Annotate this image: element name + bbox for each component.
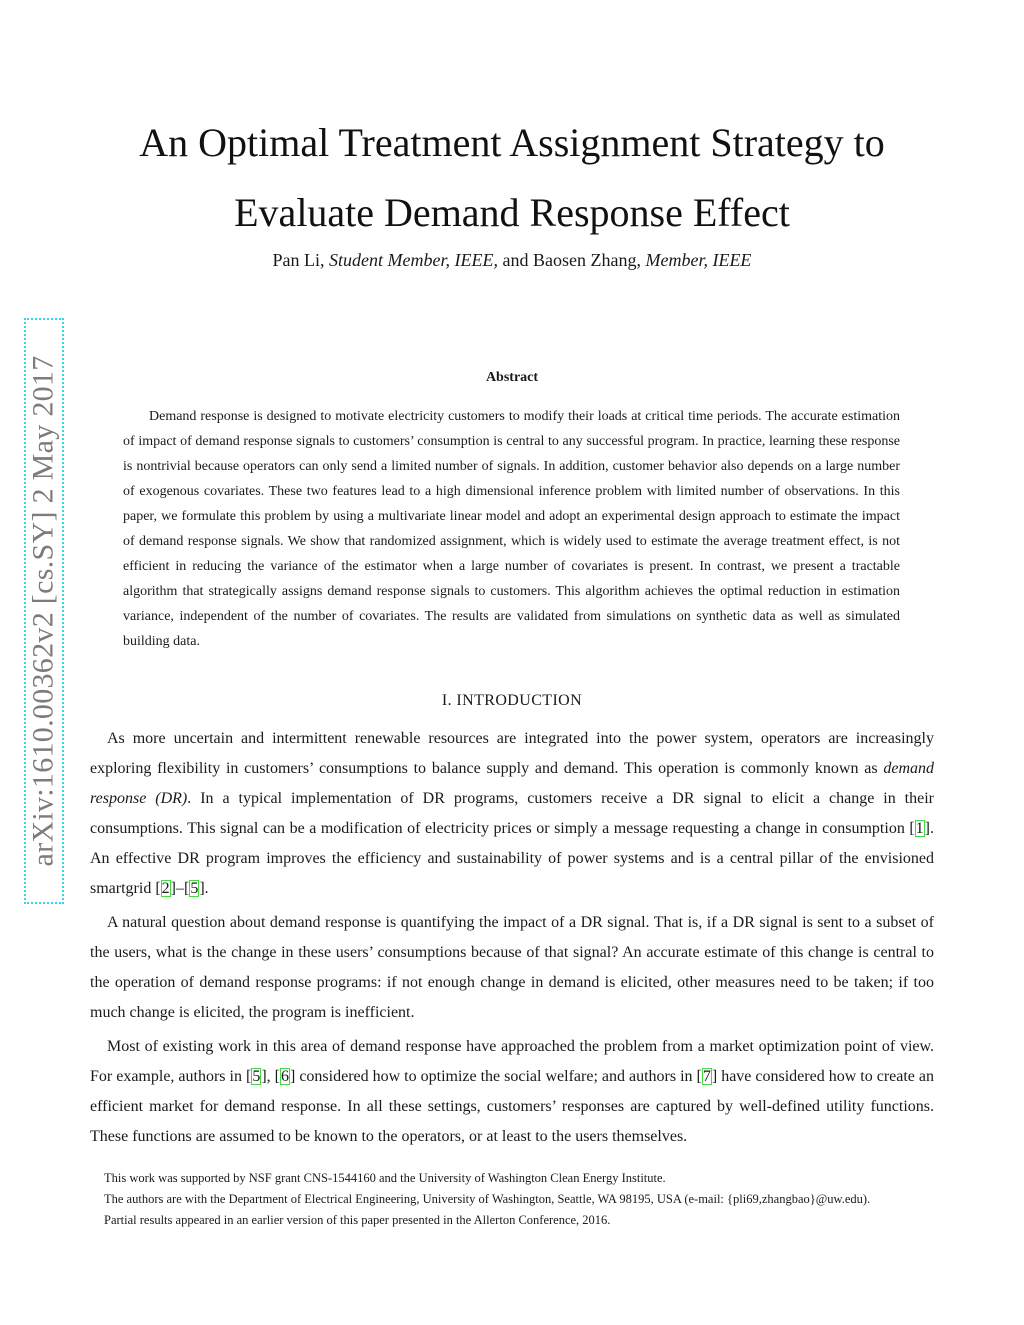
arxiv-identifier: arXiv:1610.00362v2 [cs.SY] 2 May 2017 (27, 355, 60, 867)
citation-link[interactable]: 5 (190, 880, 199, 897)
footnote-affiliation: The authors are with the Department of Electrical Engineering, University of Washington, Seattle, WA 98195, USA (e-mail: {pli69,zhangbao}@uw.edu). (104, 1192, 871, 1206)
text-run: ]. (199, 880, 209, 897)
text-run: ]. An effective DR program improves the efficiency and sustainability of power systems and is a central pillar of the envisioned smartgrid [ (90, 820, 934, 897)
author-1-role: Student Member, IEEE, (329, 250, 498, 270)
text-run: ], [ (261, 1068, 280, 1085)
text-run: ]–[ (170, 880, 190, 897)
footnote-funding: This work was supported by NSF grant CNS-1544160 and the University of Washington Clean Energy Institute. (104, 1171, 666, 1185)
intro-paragraph-2: A natural question about demand response is quantifying the impact of a DR signal. That is, if a DR signal is sent to a subset of the users, what is the change in these users’ consumptions because of that signal? An accurate estimate of this change is central to the operation of demand response programs: if not enough change in demand is elicited, other measures need to be taken; if too much change is elicited, the program is inefficient. (90, 914, 934, 1021)
citation-link[interactable]: 7 (702, 1068, 711, 1085)
intro-paragraph-3 (90, 1032, 934, 1152)
author-line (80, 250, 944, 271)
emphasis-term: demand response (DR) (90, 760, 934, 807)
title-line-1: An Optimal Treatment Assignment Strategy to (139, 120, 885, 165)
author-join: and Baosen Zhang, (498, 250, 646, 270)
citation-link[interactable]: 6 (280, 1068, 289, 1085)
citation-link[interactable]: 1 (915, 820, 924, 837)
text-run: Most of existing work in this area of demand response have approached the problem from a market optimization point of view. For example, authors in [ (90, 1038, 934, 1085)
text-run: ] have considered how to create an efficient market for demand response. In all these settings, customers’ responses are captured by well-defined utility functions. These functions are assumed to be known to the operators, or at least to the users themselves. (90, 1068, 935, 1145)
text-run: . In a typical implementation of DR programs, customers receive a DR signal to elicit a change in their consumptions. This signal can be a modification of electricity prices or simply a message requesting a change in consumption [ (90, 790, 934, 837)
author-2-role: Member, IEEE (645, 250, 752, 270)
introduction-body (90, 724, 934, 1156)
abstract-heading: Abstract (485, 370, 539, 385)
arxiv-stamp[interactable] (24, 318, 64, 904)
footnote-prior-version: Partial results appeared in an earlier version of this paper presented in the Allerton Conference, 2016. (104, 1213, 611, 1227)
abstract-text: Demand response is designed to motivate electricity customers to modify their loads at critical time periods. The accurate estimation of impact of demand response signals to customers’ consumption is central to any successful program. In practice, learning these response is nontrivial because operators can only send a limited number of signals. In addition, customer behavior also depends on a large number of exogenous covariates. These two features lead to a high dimensional inference problem with limited number of observations. In this paper, we formulate this problem by using a multivariate linear model and adopt an experimental design approach to estimate the impact of demand response signals. We show that randomized assignment, which is widely used to estimate the average treatment effect, is not efficient in reducing the variance of the estimator when a large number of covariates is present. In contrast, we present a tractable algorithm that strategically assigns demand response signals to customers. This algorithm achieves the optimal reduction in estimation variance, independent of the number of covariates. The results are validated from simulations on synthetic data as well as simulated building data. (123, 409, 900, 649)
author-1-name: Pan Li, (272, 250, 330, 270)
paper-title (80, 108, 944, 248)
footnotes (90, 1168, 934, 1231)
text-run: ] considered how to optimize the social welfare; and authors in [ (289, 1068, 702, 1085)
citation-link[interactable]: 5 (252, 1068, 261, 1085)
title-line-2: Evaluate Demand Response Effect (234, 190, 790, 235)
intro-paragraph-1 (90, 724, 934, 904)
section-heading-introduction: I. INTRODUCTION (441, 692, 583, 709)
citation-link[interactable]: 2 (161, 880, 170, 897)
text-run: As more uncertain and intermittent renewable resources are integrated into the power system, operators are increasingly exploring flexibility in customers’ consumptions to balance supply and demand. This operation is commonly known as (90, 730, 934, 777)
